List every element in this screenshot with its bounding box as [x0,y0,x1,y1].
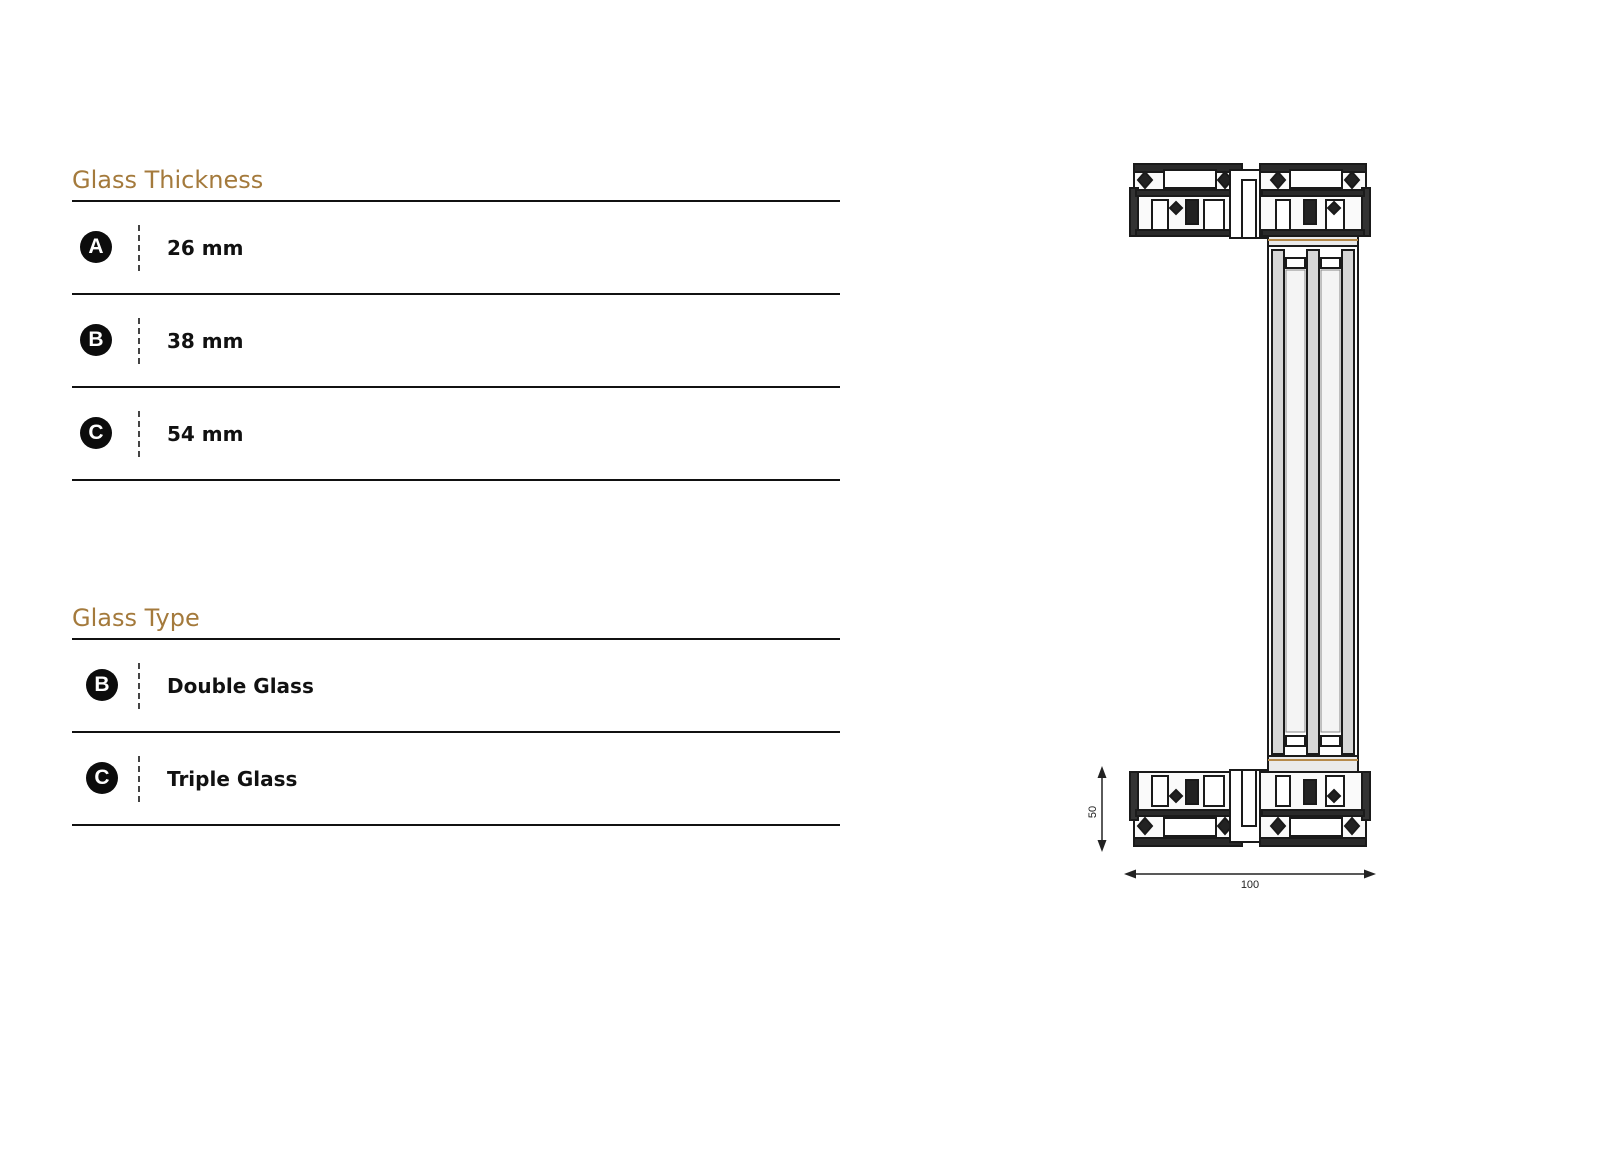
thickness-value: 26 mm [167,235,244,260]
glass-type-value: Double Glass [167,673,314,698]
glazing-unit [1268,246,1358,758]
glass-thickness-list [72,200,840,481]
glass-type-row-c [72,733,840,826]
glass-thickness-title: Glass Thickness [72,166,264,194]
top-frame-profile [1130,164,1370,246]
badge-b-icon: B [80,324,112,356]
badge-a-icon: A [80,231,112,263]
thickness-row-c [72,388,840,481]
dashed-separator [138,663,140,709]
thickness-row-a [72,202,840,295]
dashed-separator [138,318,140,364]
badge-c-icon: C [86,762,118,794]
dimension-width [1130,874,1370,891]
glass-type-value: Triple Glass [167,766,298,791]
dimension-height [1087,772,1102,846]
dimension-height-label: 50 [1087,805,1099,819]
dashed-separator [138,225,140,271]
thickness-row-b [72,295,840,388]
thickness-value: 54 mm [167,421,244,446]
dimension-width-label: 100 [1240,879,1260,891]
glass-type-title: Glass Type [72,604,200,632]
glass-type-row-b [72,640,840,733]
thickness-value: 38 mm [167,328,244,353]
glass-thickness-section [72,160,840,481]
window-profile-section-diagram [1087,150,1420,910]
glass-type-section [72,598,840,826]
glass-type-list [72,638,840,826]
dashed-separator [138,411,140,457]
badge-c-icon: C [80,417,112,449]
badge-b-icon: B [86,669,118,701]
bottom-frame-profile [1130,756,1370,846]
dashed-separator [138,756,140,802]
